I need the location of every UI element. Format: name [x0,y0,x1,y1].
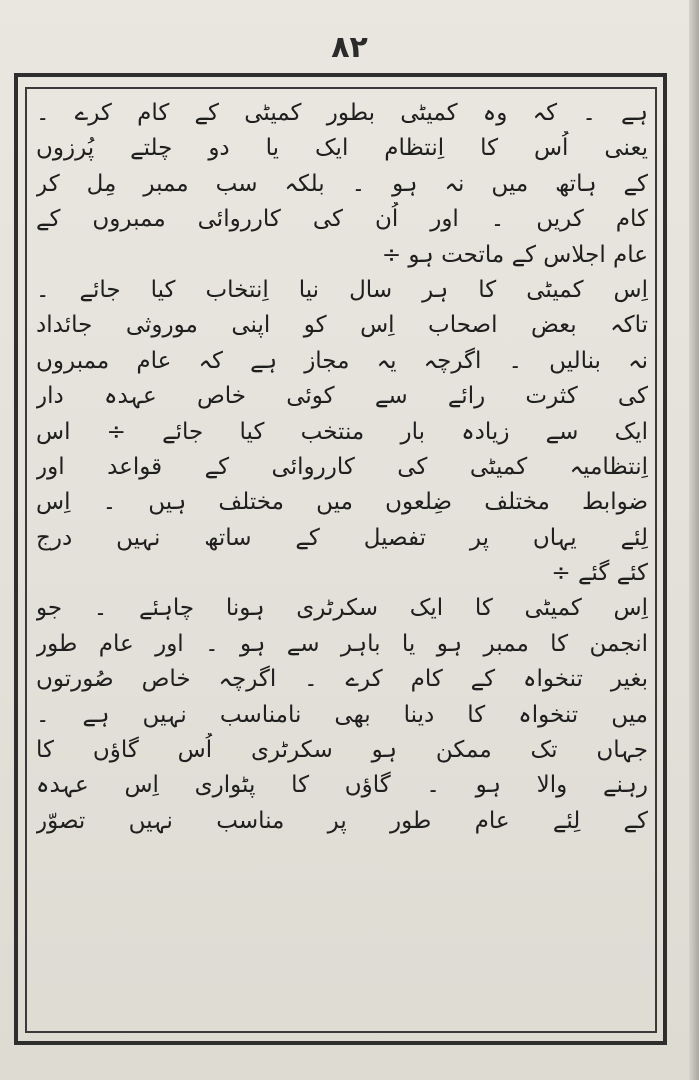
text-line: لِئے یہاں پر تفصیل کے ساتھ نہیں درج [36,524,648,551]
text-line: اِس کمیٹی کا ہر سال نیا اِنتخاب کیا جائے ۔ [36,276,648,303]
text-line: ضوابط مختلف ضِلعوں میں مختلف ہیں ۔ اِس [36,489,648,516]
text-line: ایک سے زیادہ بار منتخب کیا جائے ÷ اس [36,418,648,445]
page-number: ۸۲ [331,30,368,65]
text-line: جہاں تک ممکن ہو سکرٹری اُس گاؤں کا [36,737,648,764]
text-line: کام کریں ۔ اور اُن کی کارروائی ممبروں کے [36,206,648,233]
text-line: ہے ۔ کہ وہ کمیٹی بطور کمیٹی کے کام کرے ۔ [36,100,648,126]
text-line: میں تنخواہ کا دینا بھی نامناسب نہیں ہے ۔ [36,701,648,728]
text-line: انجمن کا ممبر ہو یا باہر سے ہو ۔ اور عام طور [36,630,648,657]
text-line: نہ بنالیں ۔ اگرچہ یہ مجاز ہے کہ عام ممبروں [36,347,648,374]
text-line: کئے گئے ÷ [551,560,648,587]
text-line: رہنے والا ہو ۔ گاؤں کا پٹواری اِس عہدہ [36,772,648,799]
text-line: کے ہاتھ میں نہ ہو ۔ بلکہ سب ممبر مِل کر [36,170,648,197]
body-text [36,96,648,1026]
text-line: بغیر تنخواہ کے کام کرے ۔ اگرچہ خاص صُورتوں [36,666,648,693]
text-line: یعنی اُس کا اِنتظام ایک یا دو چلتے پُرزوں [36,135,648,162]
text-line: کی کثرت رائے سے کوئی خاص عہدہ دار [36,383,648,410]
text-line: تاکہ بعض اصحاب اِس کو اپنی موروثی جائداد [36,312,648,339]
text-line: کے لِئے عام طور پر مناسب نہیں تصوّر [36,807,648,834]
page-edge-shadow [689,0,699,1080]
text-line: اِنتظامیہ کمیٹی کی کارروائی کے قواعد اور [36,453,648,480]
text-line: اِس کمیٹی کا ایک سکرٹری ہونا چاہئے ۔ جو [36,595,648,622]
text-line: عام اجلاس کے ماتحت ہو ÷ [381,241,648,268]
